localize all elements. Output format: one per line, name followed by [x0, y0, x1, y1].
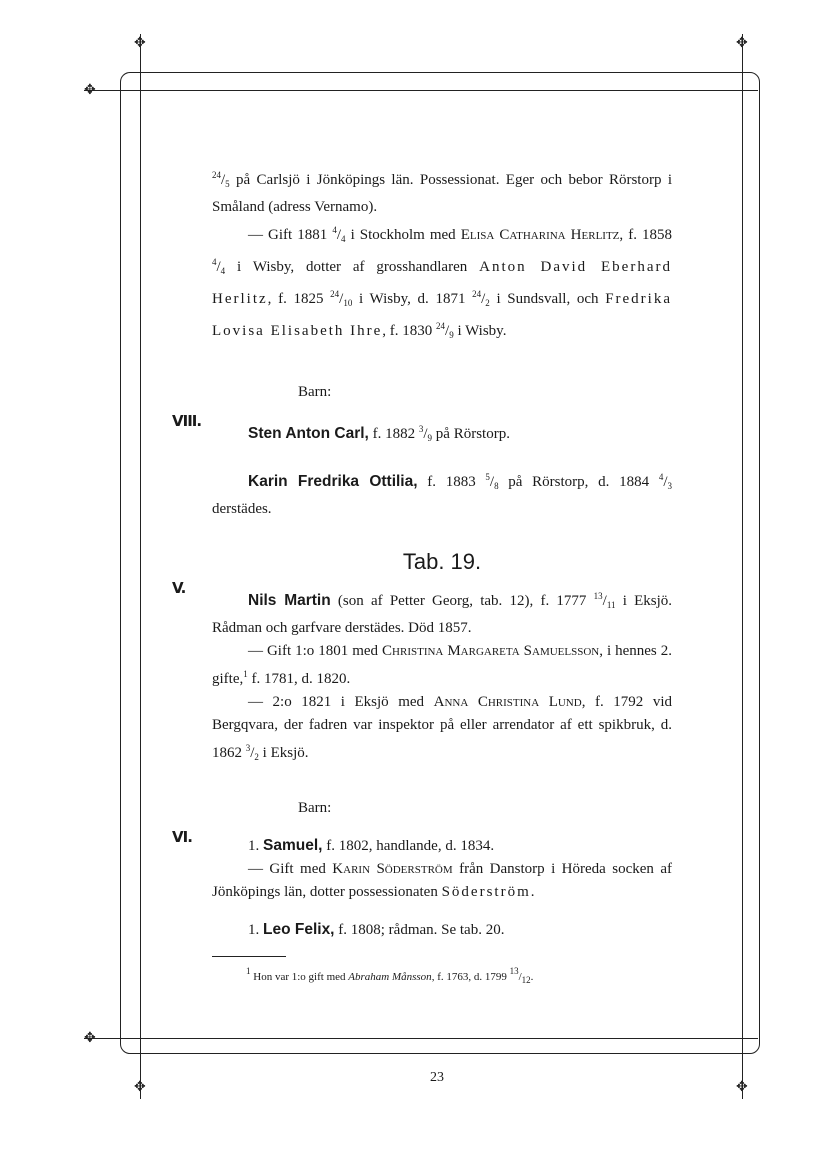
entry-karin: Karin Fredrika Ottilia, f. 1883 $^5/_8$ på Rörstorp, d. 1884 $^4/_3$ derstädes. [212, 472, 672, 517]
frame-inner-bottom [122, 1038, 758, 1039]
generation-marker: VIII. [172, 412, 202, 430]
children-heading: Barn: [298, 800, 332, 816]
entry-sten: VIII. Sten Anton Carl, f. 1882 $^3/_9$ på Rörstorp. [172, 412, 510, 443]
spouse-name: Anna Christina Lund [433, 694, 582, 710]
paragraph-marriage-2: — 2:o 1821 i Eksjö med Anna Christina Lund, f. 1792 vid Bergqvara, der fadren var inspektor på eller arrendator af ett spikbruk, d. 1862 $^3/_2$ i Eksjö. [212, 694, 673, 762]
fleuron-icon: ✥ [134, 1079, 146, 1095]
frame-line-right [742, 34, 743, 1099]
person-name: Leo Felix, [263, 921, 335, 938]
father-name: Anton David Eberhard Herlitz [212, 259, 672, 307]
person-name: Nils Martin [248, 592, 331, 609]
table-heading: Tab. 19. [402, 549, 482, 574]
fleuron-icon: ✥ [84, 82, 96, 98]
entry-nils: V. Nils Martin (son af Petter Georg, tab. 12), f. 1777 $^{13}/_{11}$ i Eksjö. Rådman och garfvare derstädes. Död 1857. — Gift 1:o 1801 med Christina Margareta Samuelsson, i hennes 2. gifte,$^1$ f. 1781, d. 1820. — 2:o 1821 i Eksjö med Anna Christina Lund, f. 1792 vid Bergqvara, der fadren var inspektor på eller arrendator af ett spikbruk, d. 1862 $^3/_2$ i Eksjö. [212, 585, 672, 769]
spouse-name: Christina Margareta Samuelsson [382, 643, 600, 659]
fleuron-icon: ✥ [84, 1030, 96, 1046]
fleuron-icon: ✥ [736, 1079, 748, 1095]
fleuron-icon: ✥ [134, 35, 146, 51]
generation-marker: V. [172, 579, 186, 597]
fleuron-icon: ✥ [736, 35, 748, 51]
entry-samuel: VI. 1. Samuel, f. 1802, handlande, d. 1834. — Gift med Karin Söderström från Danstorp i Höreda socken af Jönköpings län, dotter possessionaten Söderström. [212, 834, 672, 904]
text: på Carlsjö i Jönköpings län. Possessionat. Eger och bebor Rörstorp i Småland (adress Vernamo). [212, 172, 672, 215]
footnote-rule [212, 956, 286, 957]
paragraph-marriage-1: — Gift 1:o 1801 med Christina Margareta Samuelsson, i hennes 2. gifte,$^1$ f. 1781, d. 1820. [212, 643, 672, 687]
paragraph-marriage: — Gift 1881 $^4/_4$ i Stockholm med Elisa Catharina Herlitz, f. 1858 $^4/_4$ i Wisby, dotter af grosshandlaren Anton David Eberhard Herlitz, f. 1825 $^{24}/_{10}$ i Wisby, d. 1871 $^{24}/_2$ i Sundsvall, och Fredrika Lovisa Elisabeth Ihre, f. 1830 $^{24}/_9$ i Wisby. [212, 225, 673, 340]
mother-name: Fredrika Lovisa Elisabeth Ihre [212, 291, 673, 339]
fraction-den: 5 [225, 179, 230, 189]
page-number: 23 [430, 1070, 444, 1085]
paragraph-birth: $^{24}/_5$ på Carlsjö i Jönköpings län. Possessionat. Eger och bebor Rörstorp i Småland (adress Vernamo). [212, 170, 672, 215]
person-name: Sten Anton Carl, [248, 425, 369, 442]
fraction-num: 24 [212, 170, 221, 180]
footnote: $^1$ Hon var 1:o gift med Abraham Månsson, f. 1763, d. 1799 $^{13}/_{12}$. [246, 966, 534, 985]
generation-marker: VI. [172, 828, 192, 846]
entry-leo: 1. Leo Felix, f. 1808; rådman. Se tab. 20. [248, 921, 505, 938]
frame-inner-top [122, 90, 758, 91]
frame-line-left [140, 34, 141, 1099]
person-name: Karin Fredrika Ottilia, [248, 473, 418, 490]
children-heading: Barn: [298, 384, 332, 400]
child-number: 1. [248, 838, 260, 854]
paragraph-marriage: — Gift med Karin Söderström från Danstorp i Höreda socken af Jönköpings län, dotter possessionaten Söderström. [212, 861, 672, 900]
footnote-ref: 1 [243, 669, 248, 679]
spouse-name: Karin Söderström [332, 861, 453, 877]
page-body [172, 164, 673, 988]
child-number: 1. [248, 922, 260, 938]
spouse-name: Elisa Catharina Herlitz [460, 227, 620, 243]
person-name: Samuel, [263, 837, 323, 854]
